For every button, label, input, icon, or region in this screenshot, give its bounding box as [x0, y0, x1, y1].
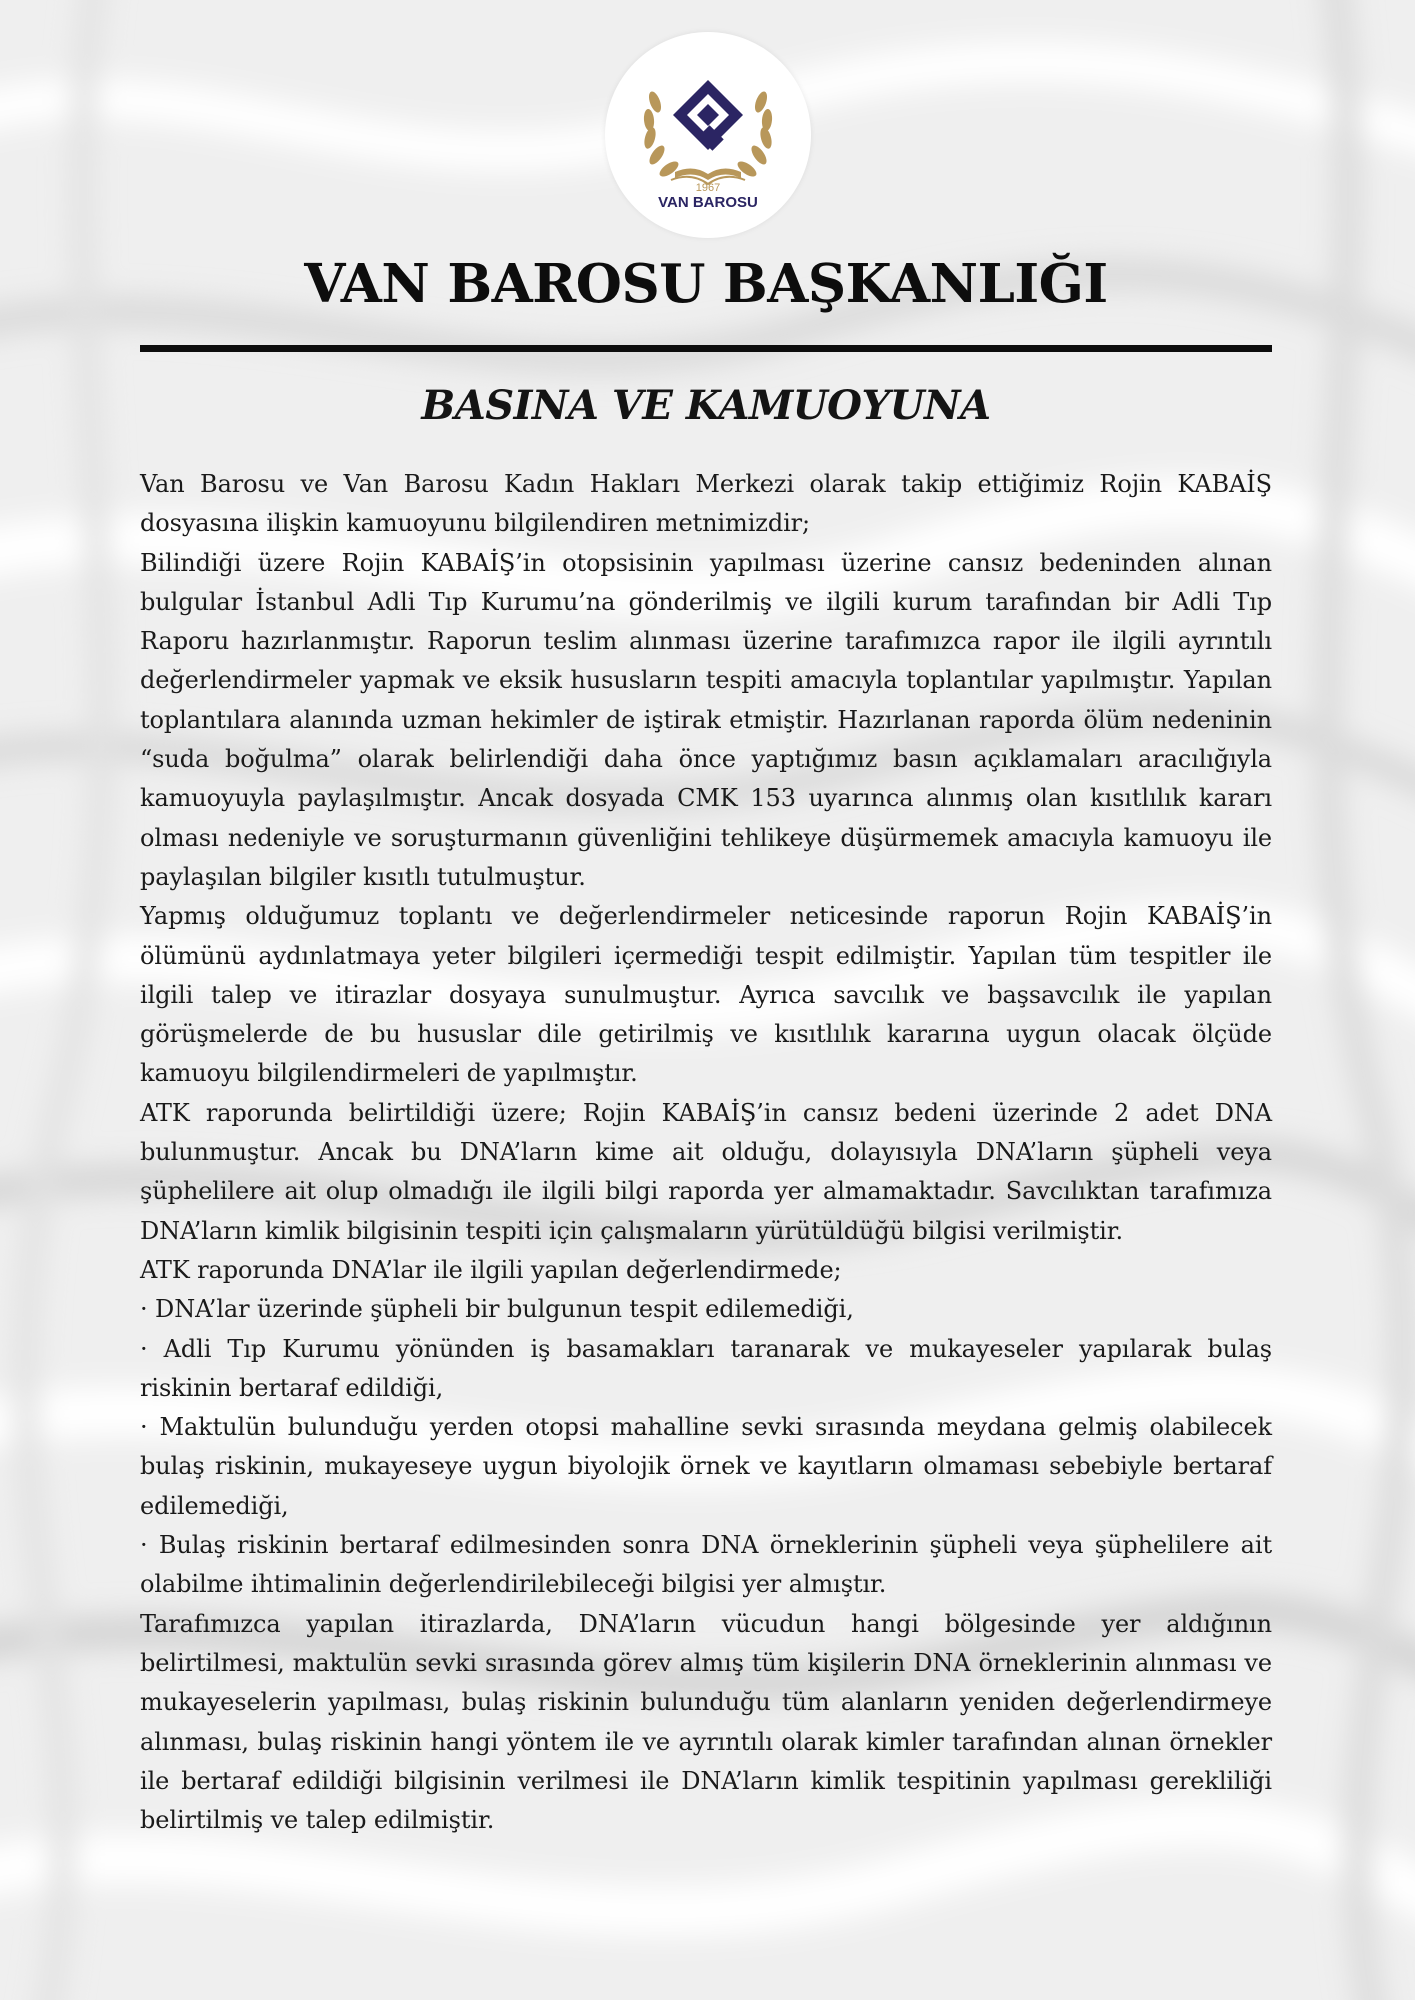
bullet-item: · DNA’lar üzerinde şüpheli bir bulgunun tespit edilemediği, [140, 1295, 854, 1324]
bullet-item: · Maktulün bulunduğu yerden otopsi mahalline sevki sırasında meydana gelmiş olabilecek bulaş riskinin, mukayeseye uygun biyolojik örnek ve kayıtların olmaması sebebiyle bertaraf edilemediği, [140, 1413, 1272, 1520]
page-subtitle: BASINA VE KAMUOYUNA [421, 382, 991, 429]
paragraph-atk-evaluation: ATK raporunda DNA’lar ile ilgili yapılan değerlendirmede; [140, 1255, 842, 1284]
van-barosu-logo [605, 32, 811, 238]
paragraph-objections: Tarafımızca yapılan itirazlarda, DNA’ların vücudun hangi bölgesinde yer aldığının belirtilmesi, maktulün sevki sırasında görev almış tüm kişilerin DNA örneklerinin alınması ve mukayeselerin yapılması, bulaş riskinin bulunduğu tüm alanların yeniden değerlendirmeye alınması, bulaş riskinin hangi yöntem ile ve ayrıntılı olarak kimler tarafından alınan örnekler ile bertaraf edildiği bilgisinin verilmesi ile DNA’ların kimlik tespitinin yapılması gerekliliği belirtilmiş ve talep edilmiştir. [140, 1609, 1272, 1835]
title-divider [140, 345, 1272, 352]
paragraph-dna: ATK raporunda belirtildiği üzere; Rojin KABAİŞ’in cansız bedeni üzerinde 2 adet DNA bulunmuştur. Ancak bu DNA’ların kime ait olduğu, dolayısıyla DNA’ların şüpheli veya şüphelilere ait olup olmadığı ile ilgili bilgi raporda yer almamaktadır. Savcılıktan tarafımıza DNA’ların kimlik bilgisinin tespiti için çalışmaların yürütüldüğü bilgisi verilmiştir. [140, 1098, 1272, 1245]
svg-text:1967: 1967 [695, 182, 721, 194]
page-title: VAN BAROSU BAŞKANLIĞI [304, 253, 1108, 315]
paragraph-intro: Van Barosu ve Van Barosu Kadın Hakları Merkezi olarak takip ettiğimiz Rojin KABAİŞ dosyasına ilişkin kamuoyunu bilgilendiren metnimizdir; [140, 470, 1272, 538]
paragraph-meetings: Yapmış olduğumuz toplantı ve değerlendirmeler neticesinde raporun Rojin KABAİŞ’in ölümünü aydınlatmaya yeter bilgileri içermediği tespit edilmiştir. Yapılan tüm tespitler ile ilgili talep ve itirazlar dosyaya sunulmuştur. Ayrıca savcılık ve başsavcılık ile yapılan görüşmelerde de bu hususlar dile getirilmiş ve kısıtlılık kararına uygun olacak ölçüde kamuoyu bilgilendirmeleri de yapılmıştır. [140, 902, 1272, 1088]
statement-body [140, 465, 1272, 1840]
bullet-item: · Bulaş riskinin bertaraf edilmesinden sonra DNA örneklerinin şüpheli veya şüphelilere ait olabilme ihtimalinin değerlendirilebileceği bilgisi yer almıştır. [140, 1531, 1272, 1599]
svg-text:VAN BAROSU: VAN BAROSU [658, 194, 758, 211]
bullet-item: · Adli Tıp Kurumu yönünden iş basamakları taranarak ve mukayeseler yapılarak bulaş riskinin bertaraf edildiği, [140, 1334, 1272, 1402]
paragraph-autopsy: Bilindiği üzere Rojin KABAİŞ’in otopsisinin yapılması üzerine cansız bedeninden alınan bulgular İstanbul Adli Tıp Kurumu’na gönderilmiş ve ilgili kurum tarafından bir Adli Tıp Raporu hazırlanmıştır. Raporun teslim alınması üzerine tarafımızca rapor ile ilgili ayrıntılı değerlendirmeler yapmak ve eksik hususların tespiti amacıyla toplantılar yapılmıştır. Yapılan toplantılara alanında uzman hekimler de iştirak etmiştir. Hazırlanan raporda ölüm nedeninin “suda boğulma” olarak belirlendiği daha önce yaptığımız basın açıklamaları aracılığıyla kamuoyuyla paylaşılmıştır. Ancak dosyada CMK 153 uyarınca alınmış olan kısıtlılık kararı olması nedeniyle ve soruşturmanın güvenliğini tehlikeye düşürmemek amacıyla kamuoyu ile paylaşılan bilgiler kısıtlı tutulmuştur. [140, 548, 1272, 891]
